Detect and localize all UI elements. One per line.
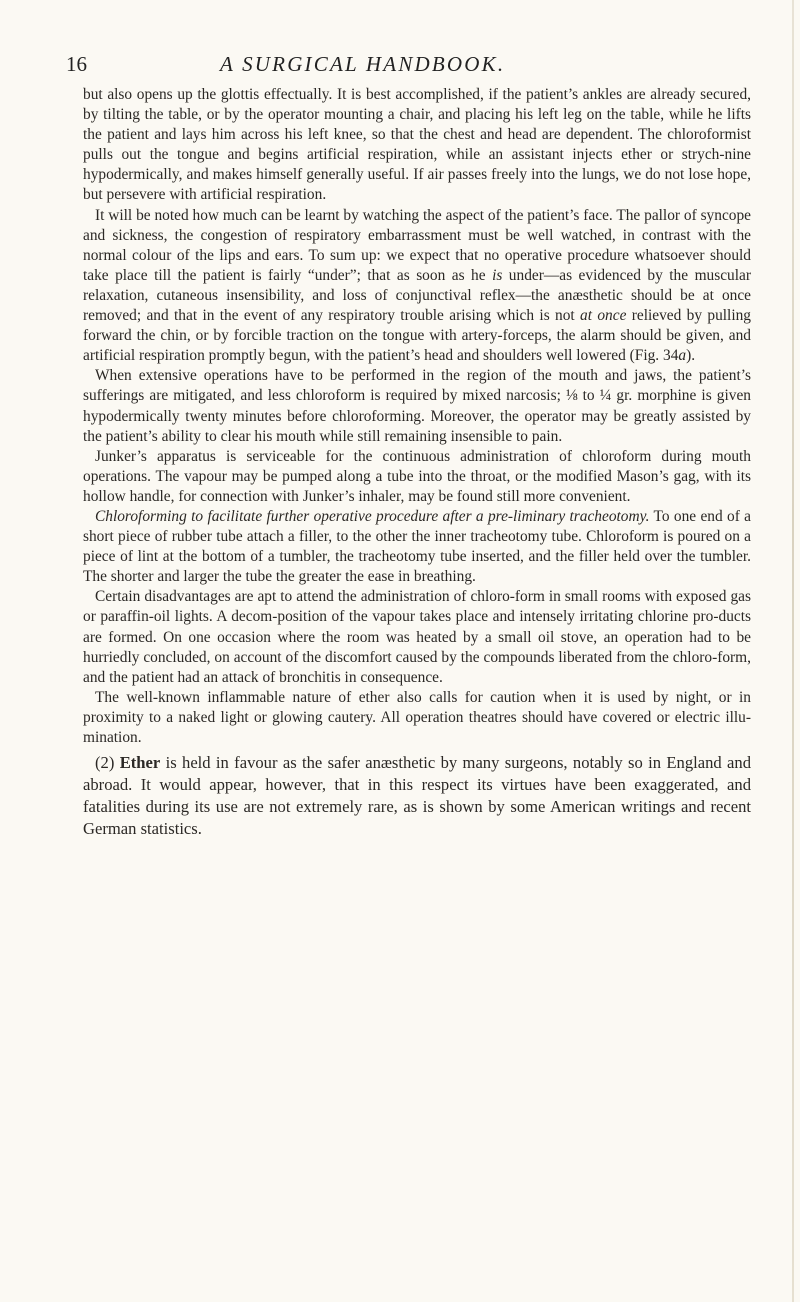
section-heading-italic: Chloroforming to facilitate further operative procedure after a pre-liminary tracheotomy. (95, 507, 650, 525)
page-body (83, 85, 751, 840)
italic-is: is (492, 266, 503, 284)
paragraph-tracheotomy (83, 507, 751, 587)
paragraph-disadvantages: Certain disadvantages are apt to attend the administration of chloro-form in small rooms with exposed gas or paraffin-oil lights. A decom-position of the vapour takes place and intensely irritating chlorine pro-ducts are formed. On one occasion where the room was heated by a small oil stove, an operation had to be hurriedly concluded, on account of the discomfort caused by the compounds liberated from the chloro-form, and the patient had an attack of bronchitis in consequence. (83, 588, 751, 686)
text-run: To one end of a short piece of rubber tube attach a filler, to the other the inner tracheotomy tube. Chloroform is poured on a piece of lint at the bottom of a tumbler, the tracheotomy tube inserted, and the filler held over the tumbler. The shorter and larger the tube the greater the ease in breathing. (83, 507, 752, 586)
paragraph-ether (83, 752, 751, 840)
paragraph-junkers-apparatus: Junker’s apparatus is serviceable for the continuous administration of chloroform during mouth operations. The vapour may be pumped along a tube into the throat, or the modified Mason’s gag, with its hollow handle, for connection with Junker’s inhaler, may be found still more convenient. (83, 447, 751, 505)
text-run: is held in favour as the safer anæsthetic by many surgeons, notably so in England and abroad. It would appear, however, that in this respect its virtues have been exaggerated, and fatalities during its use are not extremely rare, as is shown by some American writings and recent German statistics. (83, 753, 751, 838)
paragraph-mixed-narcosis: When extensive operations have to be performed in the region of the mouth and jaws, the patient’s sufferings are mitigated, and less chloroform is required by mixed narcosis; ⅛ to ¼ gr. morphine is given hypodermically twenty minutes before chloroforming. Moreover, the operator may be greatly assisted by the patient’s ability to clear his mouth while still remaining insensible to pain. (83, 367, 751, 445)
page-edge-shadow (792, 0, 794, 1302)
text-run: under—as evidenced by the muscular relaxation, cutaneous insensibility, and loss of conjunctival reflex—the anæsthetic should be at once removed; and that in the event of any respiratory trouble arising which is not (83, 266, 751, 325)
running-head: A SURGICAL HANDBOOK. (220, 52, 506, 76)
text-run: relieved by pulling forward the chin, or by forcible traction on the tongue with artery-forceps, the alarm should be given, and artificial respiration promptly begun, with the patient’s head and shoulders well lowered (Fig. 34 (83, 307, 751, 365)
paragraph-glottis: but also opens up the glottis effectually. It is best accomplished, if the patient’s ankles are already secured, by tilting the table, or by the operator mounting a chair, and placing his left leg on the table, while he lifts the patient and lays him across his left knee, so that the chest and head are dependent. The chloroformist pulls out the tongue and begins artificial respiration, while an assistant injects ether or strych-nine hypodermically, and makes himself generally useful. If air passes freely into the lungs, we do not lose hope, but persevere with artificial respiration. (83, 86, 751, 204)
text-run: ). (686, 347, 696, 365)
italic-at-once: at once (580, 307, 627, 325)
page-number: 16 (66, 52, 87, 76)
paragraph-ether-inflammable: The well-known inflammable nature of ether also calls for caution when it is used by night, or in proximity to a naked light or glowing cautery. All operation theatres should have covered or electric illu-mination. (83, 688, 751, 746)
list-number: (2) (95, 753, 120, 773)
page-header (66, 52, 748, 82)
section-heading-ether: Ether (119, 753, 161, 773)
paragraph-patient-face (83, 206, 751, 367)
italic-fig-suffix: a (678, 347, 687, 365)
text-run: It will be noted how much can be learnt by watching the aspect of the patient’s face. The pallor of syncope and sickness, the congestion of respiratory embarrassment must be well watched, in contrast with the normal colour of the lips and ears. To sum up: we expect that no operative procedure whatsoever should take place till the patient is fairly “under”; that as soon as he (83, 206, 751, 284)
